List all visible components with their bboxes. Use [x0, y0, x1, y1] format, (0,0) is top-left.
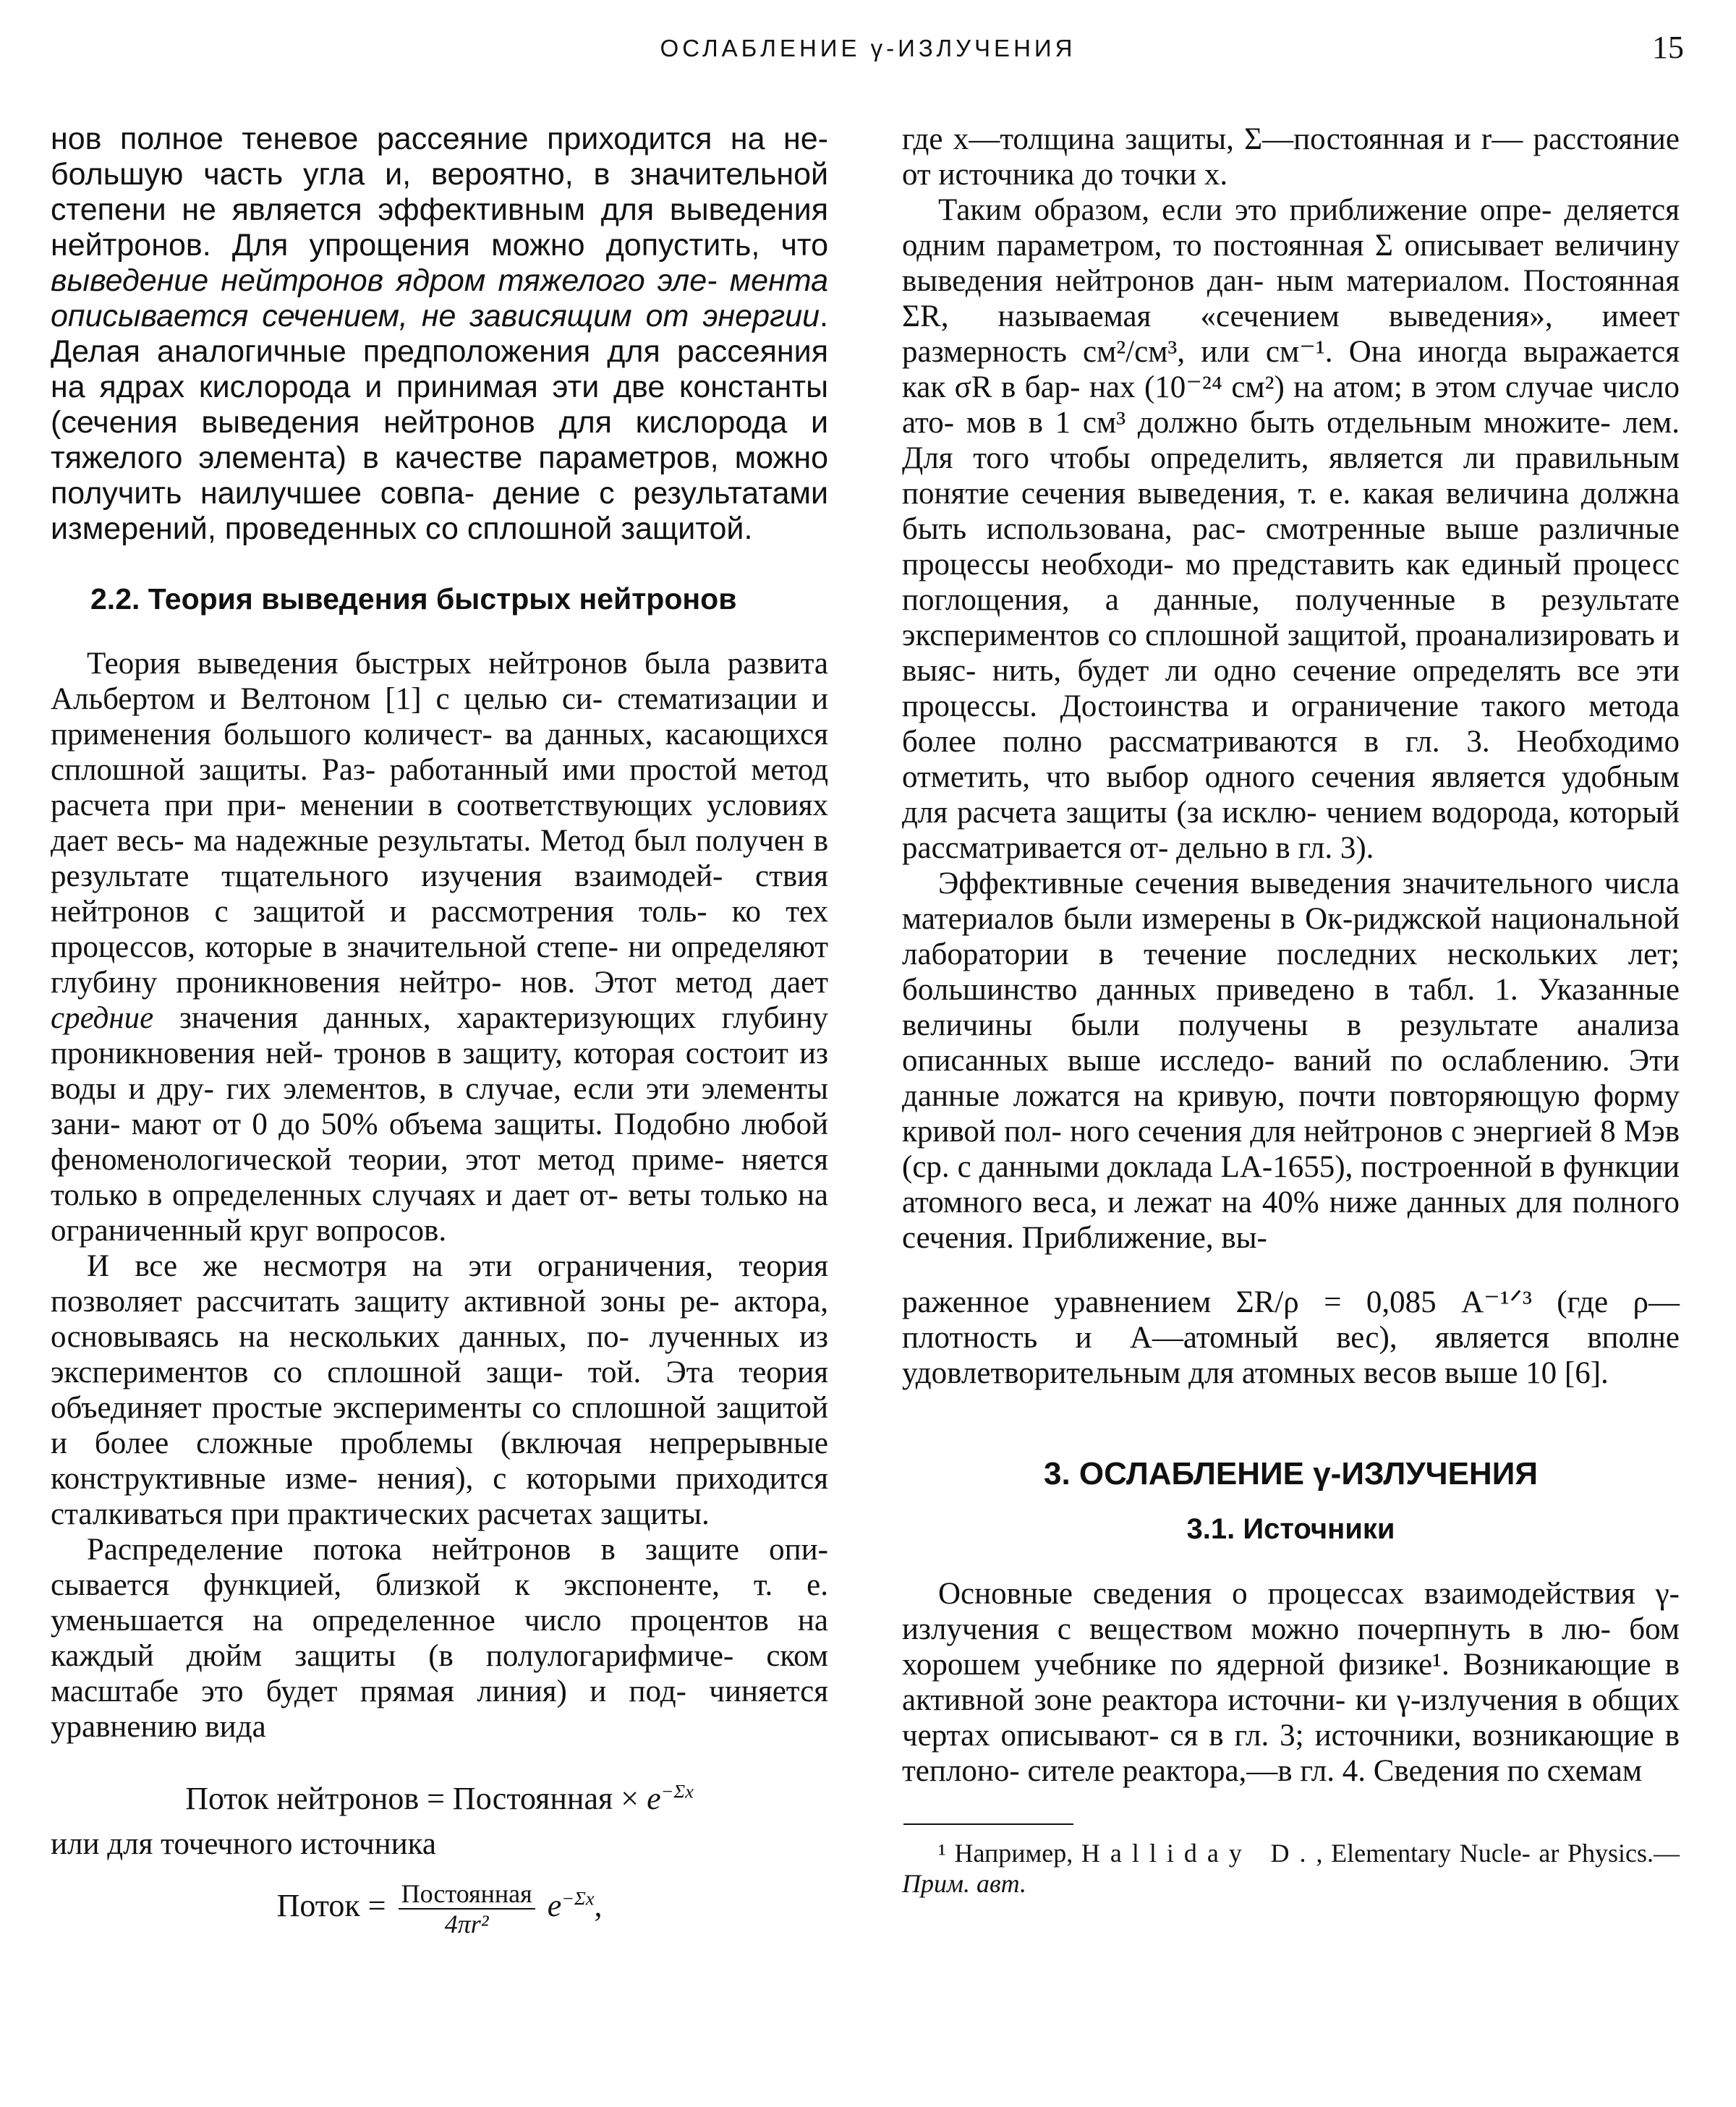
left-paragraph-1: нов полное теневое рассеяние приходится на не- большую часть угла и, вероятно, в значительной степени не является эффективным для выведения нейтронов. Для упрощения можно допустить, что выведение нейтронов ядром тяжелого эле- мента описывается сечением, не зависящим от энергии. Делая аналогичные предположения для рассеяния на ядрах кислорода и принимая эти две константы (сечения выведения нейтронов для кислорода и тяжелого элемента) в качестве параметров, можно получить наилучшее совпа- дение с результатами измерений, проведенных со сплошной защитой.	[51, 122, 828, 546]
page-number: 15	[1652, 30, 1684, 65]
formula-point-source: Поток = $\frac{\text{Постоянная}}{\text{4πr²}}$ $e^{-\Sigma x}$,	[276, 1879, 603, 1938]
fraction: $\frac{\text{Постоянная}}{\text{4πr²}}$	[399, 1879, 535, 1938]
footnote-divider	[903, 1823, 1073, 1825]
formula-intro: или для точечного источника	[51, 1827, 436, 1861]
right-paragraph-3: Эффективные сечения выведения значительного числа материалов были измерены в Ок-риджской национальной лаборатории в течение последних нескольких лет; большинство данных приведено в табл. 1. Указанные величины были получены в результате анализа описанных выше исследо- ваний по ослаблению. Эти данные ложатся на кривую, почти повторяющую форму кривой пол- ного сечения для нейтронов с энергией 8 Мэв (ср. с данными доклада LA-1655), построенной в функции атомного веса, и лежат на 40% ниже данных для полного сечения. Приближение, вы-	[902, 867, 1680, 1255]
right-paragraph-1: где x—толщина защиты, Σ—постоянная и r— расстояние от источника до точки x.	[902, 122, 1680, 192]
left-paragraph-4: Распределение потока нейтронов в защите опи- сывается функцией, близкой к экспоненте, т. е. уменьшается на определенное число процентов на каждый дюйм защиты (в полулогарифмиче- ском масштабе это будет прямая линия) и под- чиняется уравнению вида	[51, 1533, 829, 1744]
right-paragraph-2: Таким образом, если это приближение опре- деляется одним параметром, то постоянная Σ описывает величину выведения нейтронов дан- ным материалом. Постоянная ΣR, называемая «сечением выведения», имеет размерность см²/см³, или см⁻¹. Она иногда выражается как σR в бар- нах (10⁻²⁴ см²) на атом; в этом случае число ато- мов в 1 см³ должно быть отдельным множите- лем. Для того чтобы определить, является ли правильным понятие сечения выведения, т. е. какая величина должна быть использована, рас- смотренные выше различные процессы необходи- мо представить как единый процесс поглощения, а данные, полученные в результате экспериментов со сплошной защитой, проанализировать и выяс- нить, будет ли одно сечение определять все эти процессы. Достоинства и ограничение такого метода более полно рассматриваются в гл. 3. Необходимо отметить, что выбор одного сечения является удобным для расчета защиты (за исклю- чением водорода, который рассматривается от- дельно в гл. 3).	[902, 193, 1680, 865]
formula-flux: Поток нейтронов = Постоянная × $e^{-\Sigma x}$	[185, 1780, 694, 1816]
right-paragraph-4: раженное уравнением ΣR/ρ = 0,085 A⁻¹ᐟ³ (где ρ—плотность и A—атомный вес), является вполне удовлетворительным для атомных весов выше 10 [6].	[902, 1285, 1680, 1390]
right-column	[902, 122, 1680, 1899]
right-paragraph-5: Основные сведения о процессах взаимодействия γ-излучения с веществом можно почерпнуть в лю- бом хорошем учебнике по ядерной физике¹. Возникающие в активной зоне реактора источни- ки γ-излучения в общих чертах описывают- ся в гл. 3; источники, возникающие в теплоно- сителе реактора,—в гл. 4. Сведения по схемам	[902, 1577, 1680, 1788]
left-paragraph-3: И все же несмотря на эти ограничения, теория позволяет рассчитать защиту активной зоны ре- актора, основываясь на нескольких данных, по- лученных из экспериментов со сплошной защи- той. Эта теория объединяет простые эксперименты со сплошной защитой и более сложные проблемы (включая непрерывные конструктивные изме- нения), с которыми приходится сталкиваться при практических расчетах защиты.	[51, 1249, 829, 1531]
italic-definition: выведение нейтронов ядром тяжелого эле-	[51, 263, 718, 298]
chapter-heading-3: 3. ОСЛАБЛЕНИЕ γ-ИЗЛУЧЕНИЯ	[1044, 1456, 1538, 1491]
left-column	[51, 122, 828, 1938]
section-heading-2-2: 2.2. Теория выведения быстрых нейтронов	[90, 582, 737, 616]
running-header: ОСЛАБЛЕНИЕ γ-ИЗЛУЧЕНИЯ	[660, 35, 1076, 61]
spacer	[902, 1256, 1680, 1285]
footnote: ¹ Например, Halliday D., Elementary Nucle- ar Physics.—Прим. авт.	[902, 1839, 1680, 1898]
left-paragraph-2: Теория выведения быстрых нейтронов была развита Альбертом и Велтоном [1] с целью си- стематизации и применения большого количест- ва данных, касающихся сплошной защиты. Раз- работанный ими простой метод расчета при при- менении в соответствующих условиях дает весь- ма надежные результаты. Метод был получен в результате тщательного изучения взаимодей- ствия нейтронов с защитой и рассмотрения толь- ко тех процессов, которые в значительной степе- ни определяют глубину проникновения нейтро- нов. Этот метод дает средние значения данных, характеризующих глубину проникновения ней- тронов в защиту, которая состоит из воды и дру- гих элементов, в случае, если эти элементы зани- мают от 0 до 50% объема защиты. Подобно любой феноменологической теории, этот метод приме- няется только в определенных случаях и дает от- веты только на ограниченный круг вопросов.	[51, 647, 829, 1248]
section-heading-3-1: 3.1. Источники	[1186, 1513, 1395, 1545]
